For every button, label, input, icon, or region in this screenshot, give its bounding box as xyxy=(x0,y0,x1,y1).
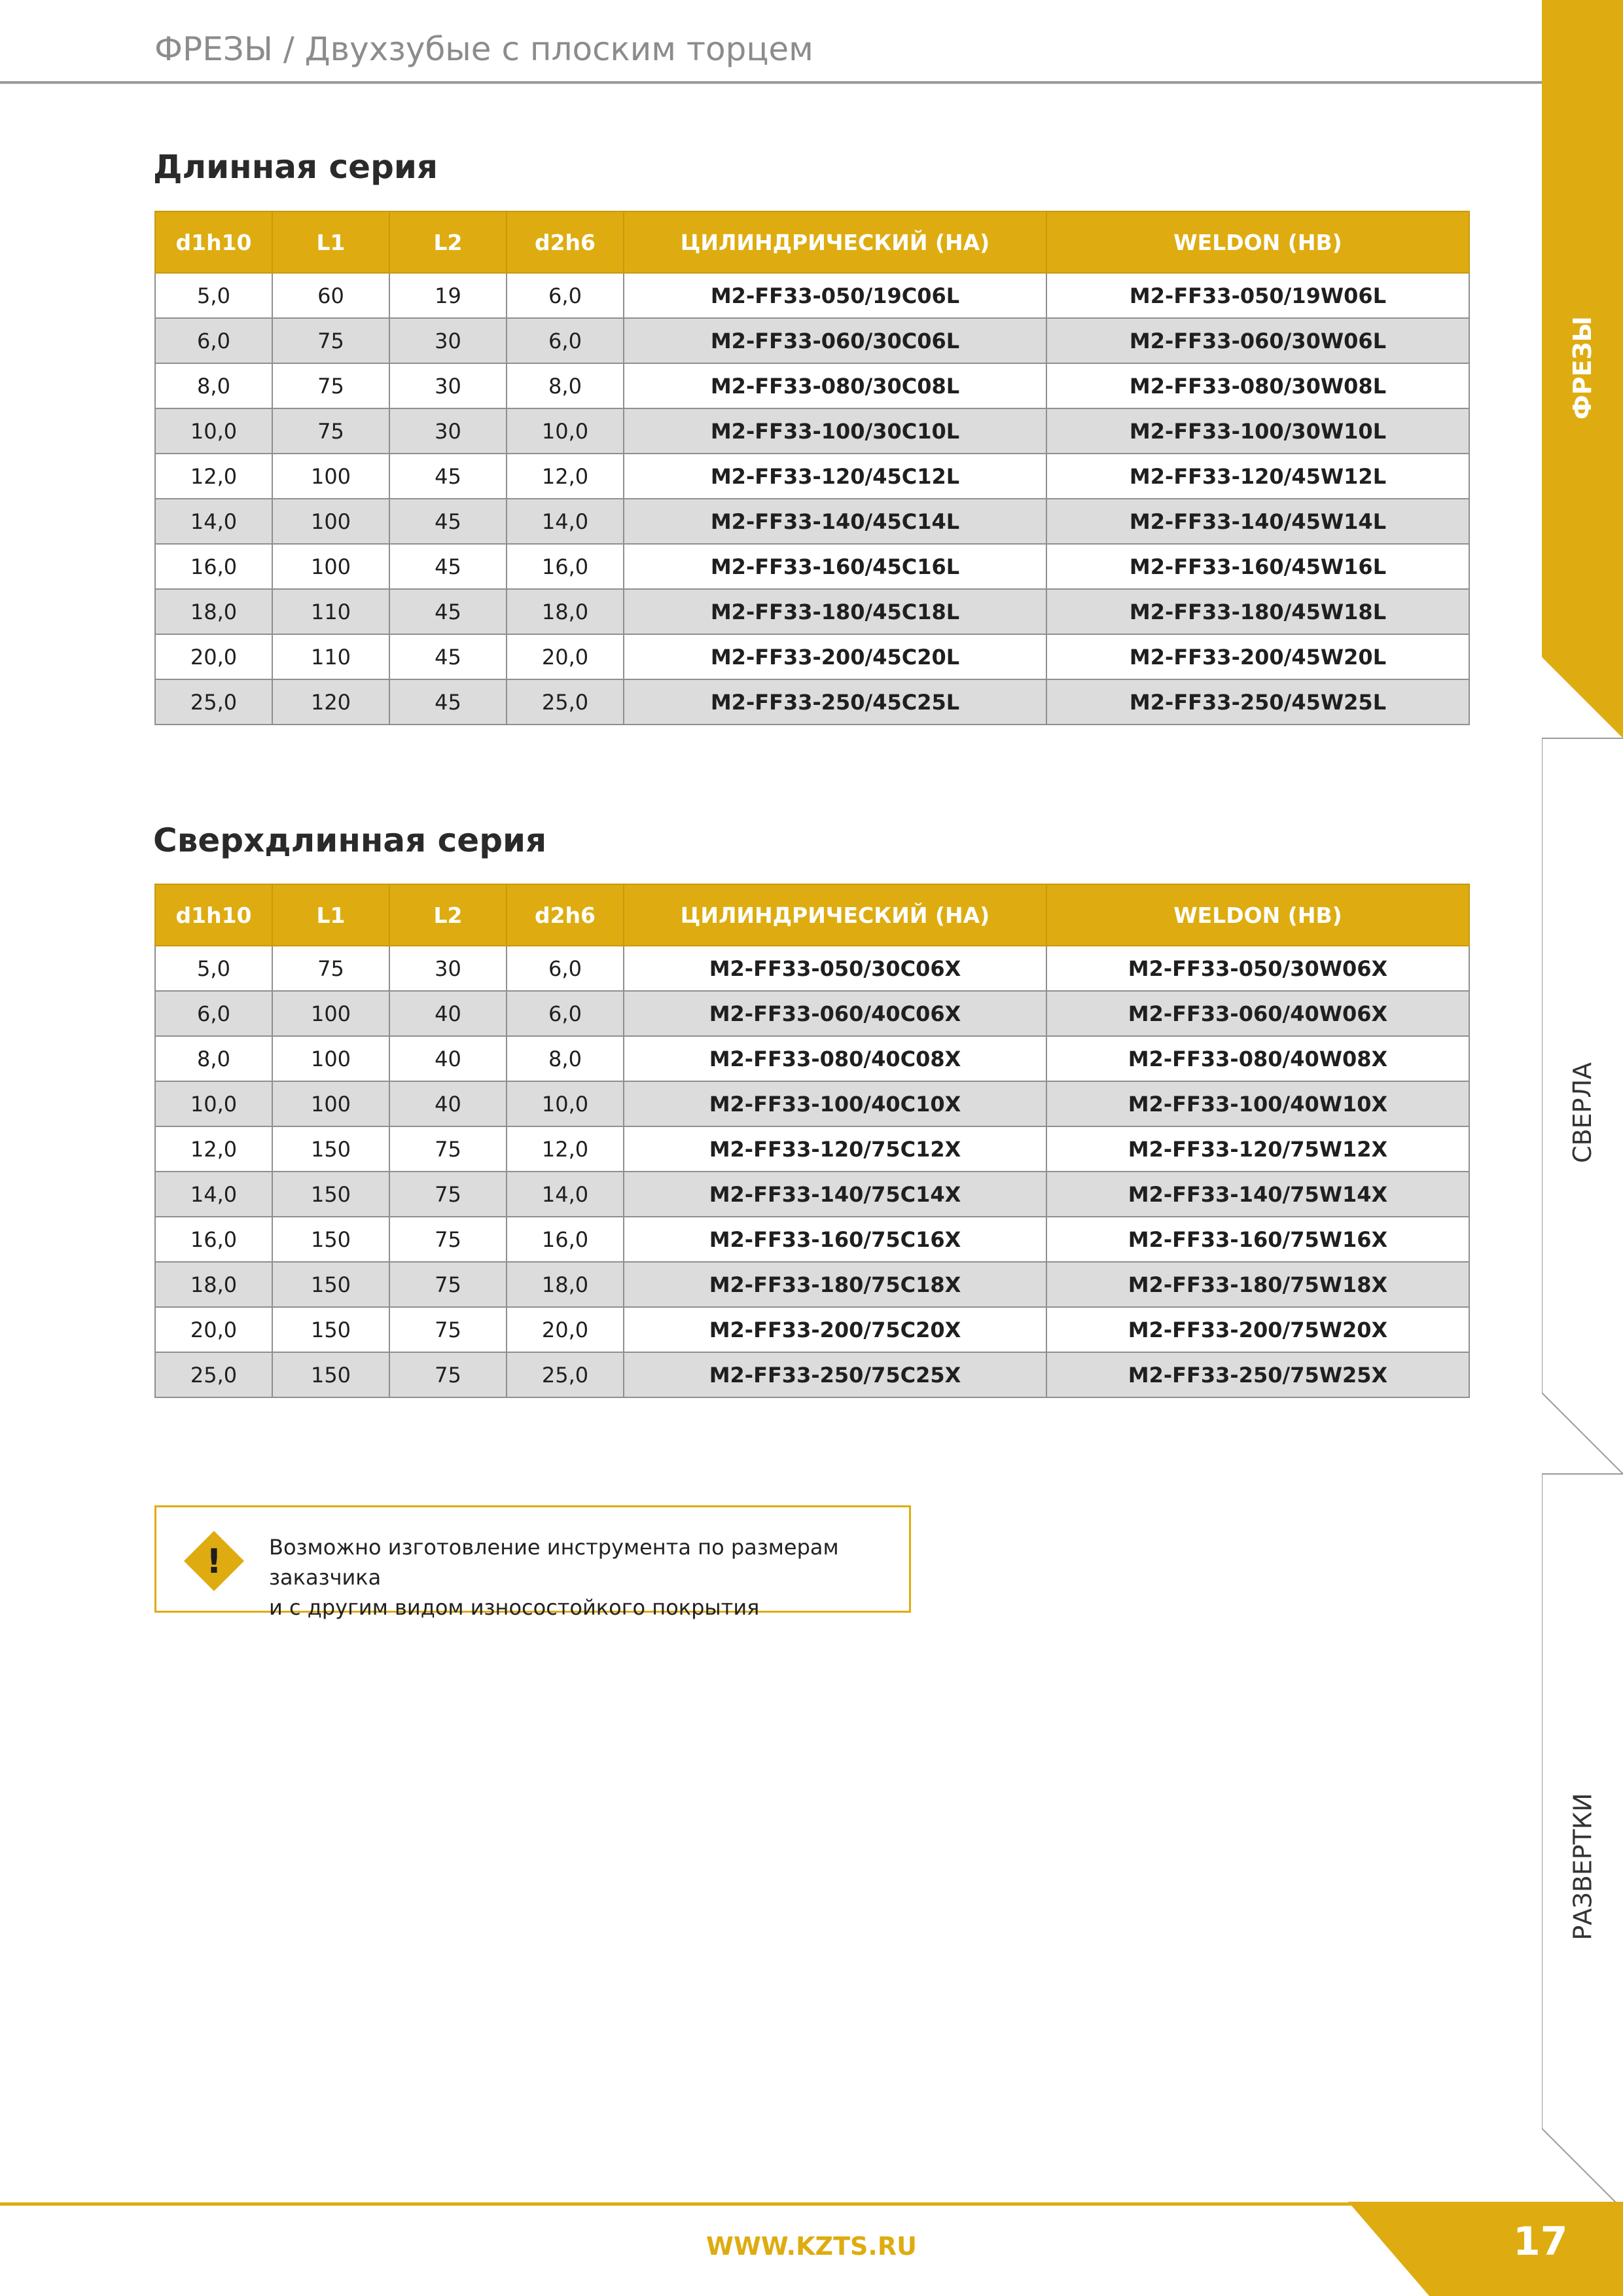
dimension-cell: 6,0 xyxy=(507,946,624,991)
tab-sverla[interactable] xyxy=(1542,1047,1623,1178)
table-row xyxy=(155,273,1469,318)
table-row xyxy=(155,1081,1469,1126)
product-code-cell: M2-FF33-050/19W06L xyxy=(1046,273,1469,318)
product-code-cell: M2-FF33-160/45C16L xyxy=(624,544,1046,589)
column-header: L2 xyxy=(389,884,507,946)
dimension-cell: 120 xyxy=(272,679,389,725)
product-code-cell: M2-FF33-080/30W08L xyxy=(1046,363,1469,408)
dimension-cell: 45 xyxy=(389,634,507,679)
dimension-cell: 14,0 xyxy=(155,499,272,544)
dimension-cell: 45 xyxy=(389,679,507,725)
dimension-cell: 18,0 xyxy=(155,589,272,634)
table-row xyxy=(155,454,1469,499)
dimension-cell: 12,0 xyxy=(155,1126,272,1172)
tab-frezy-label: ФРЕЗЫ xyxy=(1568,316,1597,420)
product-code-cell: M2-FF33-100/40W10X xyxy=(1046,1081,1469,1126)
product-code-cell: M2-FF33-120/75C12X xyxy=(624,1126,1046,1172)
dimension-cell: 75 xyxy=(389,1352,507,1397)
dimension-cell: 5,0 xyxy=(155,946,272,991)
product-code-cell: M2-FF33-160/75C16X xyxy=(624,1217,1046,1262)
note-line-2: и с другим видом износостойкого покрытия xyxy=(269,1595,760,1620)
product-code-cell: M2-FF33-140/45W14L xyxy=(1046,499,1469,544)
product-code-cell: M2-FF33-080/40W08X xyxy=(1046,1036,1469,1081)
product-code-cell: M2-FF33-100/30C10L xyxy=(624,408,1046,454)
dimension-cell: 100 xyxy=(272,991,389,1036)
table-row xyxy=(155,1352,1469,1397)
tab-razvertki[interactable] xyxy=(1542,1782,1623,1952)
table-row xyxy=(155,991,1469,1036)
side-tabs xyxy=(1542,0,1623,2296)
table-row xyxy=(155,1307,1469,1352)
dimension-cell: 100 xyxy=(272,454,389,499)
table-row xyxy=(155,1262,1469,1307)
dimension-cell: 20,0 xyxy=(507,634,624,679)
product-code-cell: M2-FF33-120/75W12X xyxy=(1046,1126,1469,1172)
product-code-cell: M2-FF33-200/45W20L xyxy=(1046,634,1469,679)
dimension-cell: 12,0 xyxy=(507,1126,624,1172)
table-row xyxy=(155,1036,1469,1081)
dimension-cell: 10,0 xyxy=(155,1081,272,1126)
note-text xyxy=(269,1532,909,1623)
product-code-cell: M2-FF33-180/75C18X xyxy=(624,1262,1046,1307)
extra-long-series-table xyxy=(154,884,1470,1398)
dimension-cell: 150 xyxy=(272,1352,389,1397)
section-title-extra-long-series: Сверхдлинная серия xyxy=(153,821,547,859)
column-header: ЦИЛИНДРИЧЕСКИЙ (НА) xyxy=(624,884,1046,946)
column-header: WELDON (НВ) xyxy=(1046,211,1469,273)
section-title-long-series: Длинная серия xyxy=(153,148,438,186)
dimension-cell: 6,0 xyxy=(155,991,272,1036)
product-code-cell: M2-FF33-060/40C06X xyxy=(624,991,1046,1036)
product-code-cell: M2-FF33-140/75C14X xyxy=(624,1172,1046,1217)
column-header: d2h6 xyxy=(507,884,624,946)
table-row xyxy=(155,679,1469,725)
dimension-cell: 8,0 xyxy=(507,363,624,408)
product-code-cell: M2-FF33-080/40C08X xyxy=(624,1036,1046,1081)
dimension-cell: 40 xyxy=(389,991,507,1036)
product-code-cell: M2-FF33-080/30C08L xyxy=(624,363,1046,408)
table-row xyxy=(155,363,1469,408)
dimension-cell: 6,0 xyxy=(507,273,624,318)
dimension-cell: 25,0 xyxy=(507,1352,624,1397)
table-row xyxy=(155,634,1469,679)
page-header xyxy=(0,0,1542,84)
dimension-cell: 100 xyxy=(272,1036,389,1081)
tab-frezy[interactable] xyxy=(1542,302,1623,433)
column-header: d1h10 xyxy=(155,884,272,946)
dimension-cell: 100 xyxy=(272,499,389,544)
dimension-cell: 6,0 xyxy=(507,318,624,363)
long-series-table xyxy=(154,211,1470,725)
dimension-cell: 25,0 xyxy=(155,679,272,725)
dimension-cell: 8,0 xyxy=(155,1036,272,1081)
dimension-cell: 60 xyxy=(272,273,389,318)
dimension-cell: 75 xyxy=(389,1172,507,1217)
dimension-cell: 18,0 xyxy=(507,589,624,634)
column-header: ЦИЛИНДРИЧЕСКИЙ (НА) xyxy=(624,211,1046,273)
dimension-cell: 10,0 xyxy=(507,1081,624,1126)
dimension-cell: 110 xyxy=(272,634,389,679)
dimension-cell: 12,0 xyxy=(507,454,624,499)
product-code-cell: M2-FF33-180/75W18X xyxy=(1046,1262,1469,1307)
dimension-cell: 30 xyxy=(389,408,507,454)
dimension-cell: 45 xyxy=(389,544,507,589)
table-row xyxy=(155,1172,1469,1217)
dimension-cell: 45 xyxy=(389,454,507,499)
dimension-cell: 45 xyxy=(389,589,507,634)
dimension-cell: 75 xyxy=(389,1262,507,1307)
product-code-cell: M2-FF33-200/45C20L xyxy=(624,634,1046,679)
dimension-cell: 6,0 xyxy=(507,991,624,1036)
dimension-cell: 100 xyxy=(272,544,389,589)
dimension-cell: 10,0 xyxy=(155,408,272,454)
dimension-cell: 8,0 xyxy=(155,363,272,408)
dimension-cell: 150 xyxy=(272,1126,389,1172)
column-header: L1 xyxy=(272,884,389,946)
dimension-cell: 6,0 xyxy=(155,318,272,363)
product-code-cell: M2-FF33-250/75C25X xyxy=(624,1352,1046,1397)
product-code-cell: M2-FF33-250/45W25L xyxy=(1046,679,1469,725)
page-header-title: ФРЕЗЫ / Двухзубые с плоским торцем xyxy=(154,30,813,68)
dimension-cell: 75 xyxy=(389,1126,507,1172)
table-row xyxy=(155,499,1469,544)
dimension-cell: 75 xyxy=(389,1307,507,1352)
product-code-cell: M2-FF33-050/19C06L xyxy=(624,273,1046,318)
table-row xyxy=(155,1126,1469,1172)
dimension-cell: 100 xyxy=(272,1081,389,1126)
product-code-cell: M2-FF33-200/75W20X xyxy=(1046,1307,1469,1352)
dimension-cell: 40 xyxy=(389,1036,507,1081)
table-row xyxy=(155,1217,1469,1262)
column-header: WELDON (НВ) xyxy=(1046,884,1469,946)
product-code-cell: M2-FF33-060/30W06L xyxy=(1046,318,1469,363)
dimension-cell: 75 xyxy=(272,408,389,454)
dimension-cell: 16,0 xyxy=(155,544,272,589)
website-link[interactable]: WWW.KZTS.RU xyxy=(706,2232,917,2261)
product-code-cell: M2-FF33-060/40W06X xyxy=(1046,991,1469,1036)
table-row xyxy=(155,946,1469,991)
dimension-cell: 14,0 xyxy=(507,1172,624,1217)
table-header-row xyxy=(155,211,1469,273)
tab-sverla-label: СВЕРЛА xyxy=(1568,1062,1597,1164)
product-code-cell: M2-FF33-050/30W06X xyxy=(1046,946,1469,991)
dimension-cell: 110 xyxy=(272,589,389,634)
product-code-cell: M2-FF33-140/75W14X xyxy=(1046,1172,1469,1217)
dimension-cell: 75 xyxy=(272,363,389,408)
product-code-cell: M2-FF33-050/30C06X xyxy=(624,946,1046,991)
dimension-cell: 20,0 xyxy=(155,1307,272,1352)
column-header: L2 xyxy=(389,211,507,273)
product-code-cell: M2-FF33-200/75C20X xyxy=(624,1307,1046,1352)
dimension-cell: 30 xyxy=(389,363,507,408)
table-row xyxy=(155,589,1469,634)
dimension-cell: 75 xyxy=(272,946,389,991)
product-code-cell: M2-FF33-160/75W16X xyxy=(1046,1217,1469,1262)
column-header: L1 xyxy=(272,211,389,273)
dimension-cell: 40 xyxy=(389,1081,507,1126)
tab-razvertki-label: РАЗВЕРТКИ xyxy=(1568,1793,1597,1941)
warning-icon xyxy=(183,1530,245,1592)
dimension-cell: 25,0 xyxy=(507,679,624,725)
dimension-cell: 10,0 xyxy=(507,408,624,454)
column-header: d2h6 xyxy=(507,211,624,273)
product-code-cell: M2-FF33-160/45W16L xyxy=(1046,544,1469,589)
dimension-cell: 14,0 xyxy=(507,499,624,544)
dimension-cell: 75 xyxy=(272,318,389,363)
product-code-cell: M2-FF33-100/30W10L xyxy=(1046,408,1469,454)
table-row xyxy=(155,544,1469,589)
dimension-cell: 150 xyxy=(272,1262,389,1307)
product-code-cell: M2-FF33-120/45C12L xyxy=(624,454,1046,499)
dimension-cell: 5,0 xyxy=(155,273,272,318)
dimension-cell: 8,0 xyxy=(507,1036,624,1081)
dimension-cell: 20,0 xyxy=(155,634,272,679)
note-line-1: Возможно изготовление инструмента по размерам заказчика xyxy=(269,1535,839,1590)
product-code-cell: M2-FF33-060/30C06L xyxy=(624,318,1046,363)
product-code-cell: M2-FF33-180/45W18L xyxy=(1046,589,1469,634)
page-number: 17 xyxy=(1513,2219,1568,2265)
dimension-cell: 30 xyxy=(389,318,507,363)
dimension-cell: 16,0 xyxy=(507,544,624,589)
dimension-cell: 45 xyxy=(389,499,507,544)
column-header: d1h10 xyxy=(155,211,272,273)
product-code-cell: M2-FF33-100/40C10X xyxy=(624,1081,1046,1126)
table-row xyxy=(155,318,1469,363)
dimension-cell: 20,0 xyxy=(507,1307,624,1352)
table-row xyxy=(155,408,1469,454)
dimension-cell: 30 xyxy=(389,946,507,991)
dimension-cell: 75 xyxy=(389,1217,507,1262)
dimension-cell: 12,0 xyxy=(155,454,272,499)
dimension-cell: 19 xyxy=(389,273,507,318)
dimension-cell: 150 xyxy=(272,1172,389,1217)
dimension-cell: 14,0 xyxy=(155,1172,272,1217)
product-code-cell: M2-FF33-250/45C25L xyxy=(624,679,1046,725)
custom-order-note xyxy=(154,1505,911,1620)
dimension-cell: 25,0 xyxy=(155,1352,272,1397)
dimension-cell: 18,0 xyxy=(155,1262,272,1307)
product-code-cell: M2-FF33-250/75W25X xyxy=(1046,1352,1469,1397)
product-code-cell: M2-FF33-180/45C18L xyxy=(624,589,1046,634)
dimension-cell: 150 xyxy=(272,1217,389,1262)
dimension-cell: 16,0 xyxy=(155,1217,272,1262)
product-code-cell: M2-FF33-120/45W12L xyxy=(1046,454,1469,499)
table-header-row xyxy=(155,884,1469,946)
dimension-cell: 18,0 xyxy=(507,1262,624,1307)
warning-mark: ! xyxy=(206,1542,222,1581)
dimension-cell: 16,0 xyxy=(507,1217,624,1262)
dimension-cell: 150 xyxy=(272,1307,389,1352)
product-code-cell: M2-FF33-140/45C14L xyxy=(624,499,1046,544)
